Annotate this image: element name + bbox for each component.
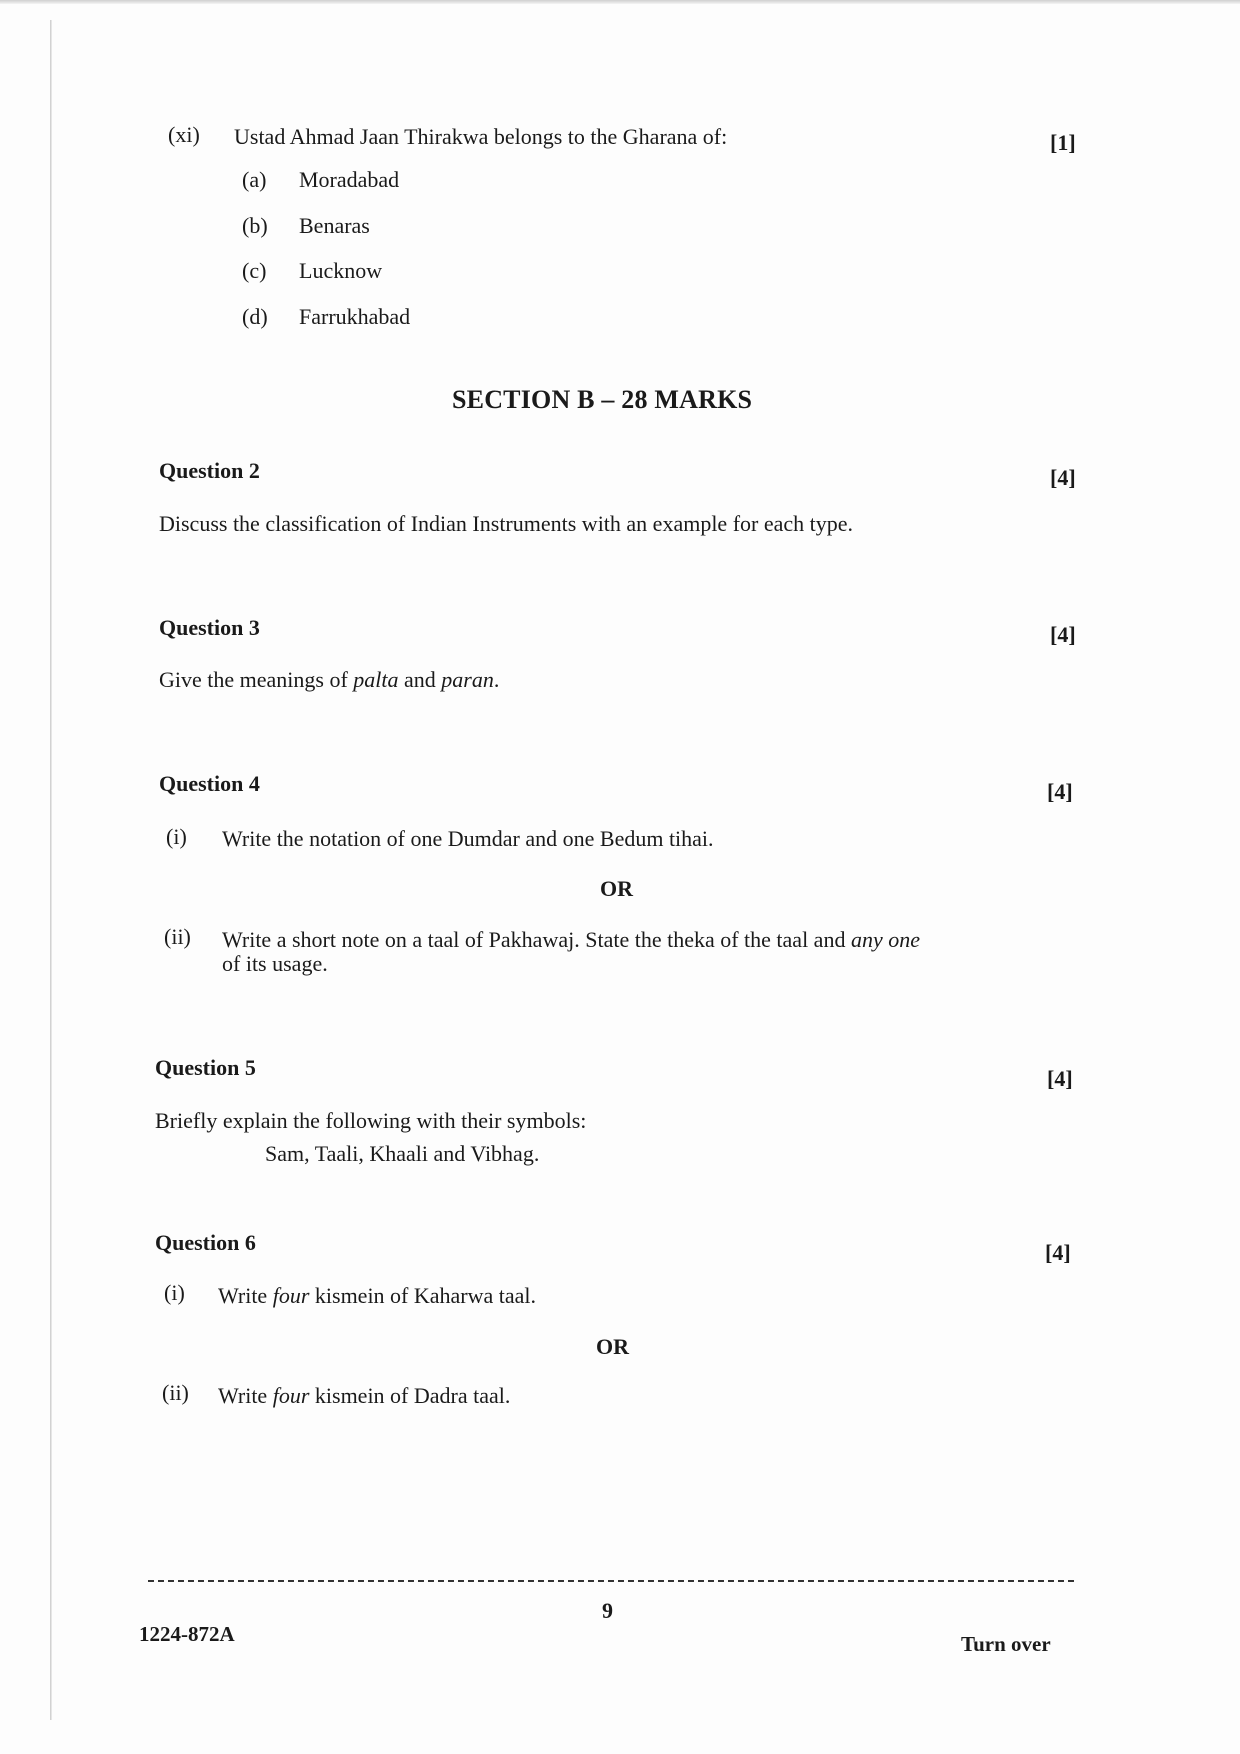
question-4-part-i-number: (i) (166, 824, 187, 849)
option-d-text: Farrukhabad (299, 304, 411, 329)
question-xi-text: Ustad Ahmad Jaan Thirakwa belongs to the Gharana of: (234, 124, 728, 149)
question-6-part-ii-number: (ii) (162, 1380, 189, 1405)
paper-code: 1224-872A (139, 1622, 235, 1646)
question-5-text: Briefly explain the following with their symbols: (155, 1108, 587, 1133)
question-3-text (159, 667, 499, 693)
question-6-or: OR (596, 1334, 629, 1359)
option-c-letter: (c) (242, 258, 267, 283)
question-6-part-i-after: kismein of Kaharwa taal. (309, 1283, 537, 1308)
option-c-text: Lucknow (299, 258, 383, 283)
footer-dashed-rule (148, 1580, 1074, 1582)
question-4-marks: [4] (1047, 779, 1073, 804)
turn-over-label: Turn over (961, 1632, 1051, 1656)
question-4-part-ii-line1 (222, 927, 920, 953)
question-4-part-i-text: Write the notation of one Dumdar and one Bedum tihai. (222, 826, 714, 851)
section-b-title: SECTION B – 28 MARKS (452, 385, 753, 414)
question-6-part-ii-text (218, 1383, 510, 1409)
emphasis-any-one: any one (850, 927, 920, 952)
option-b-letter: (b) (242, 213, 268, 238)
question-5-heading: Question 5 (155, 1055, 256, 1080)
term-palta: palta (353, 667, 399, 692)
question-4-part-ii-number: (ii) (164, 924, 191, 949)
question-6-part-ii-after: kismein of Dadra taal. (309, 1383, 511, 1408)
page-top-edge (0, 0, 1240, 4)
question-2-heading: Question 2 (159, 458, 260, 483)
question-6-heading: Question 6 (155, 1230, 256, 1255)
question-4-heading: Question 4 (159, 771, 260, 796)
page-number: 9 (602, 1598, 613, 1623)
term-paran: paran (441, 667, 494, 692)
question-3-marks: [4] (1050, 622, 1076, 647)
question-xi-number: (xi) (168, 122, 200, 147)
question-5-terms: Sam, Taali, Khaali and Vibhag. (265, 1141, 540, 1166)
question-3-text-mid: and (398, 667, 442, 692)
page-left-edge (50, 20, 52, 1720)
option-a-text: Moradabad (299, 167, 400, 192)
question-3-text-after: . (493, 667, 500, 692)
question-6-part-i-before: Write (218, 1283, 273, 1308)
question-6-part-i-text (218, 1283, 536, 1309)
question-6-part-ii-before: Write (218, 1383, 273, 1408)
question-2-marks: [4] (1050, 465, 1076, 490)
question-3-heading: Question 3 (159, 615, 260, 640)
question-3-text-before: Give the meanings of (159, 667, 354, 692)
question-4-part-ii-line1-text: Write a short note on a taal of Pakhawaj. State the theka of the taal and (222, 927, 851, 952)
question-6-marks: [4] (1045, 1240, 1071, 1265)
option-a-letter: (a) (242, 167, 267, 192)
question-xi-marks: [1] (1050, 130, 1076, 155)
option-b-text: Benaras (299, 213, 370, 238)
question-6-part-i-number: (i) (164, 1280, 185, 1305)
emphasis-four-dadra: four (272, 1383, 310, 1408)
option-d-letter: (d) (242, 304, 268, 329)
question-4-or: OR (600, 876, 633, 901)
emphasis-four-kaharwa: four (272, 1283, 310, 1308)
question-4-part-ii-line2: of its usage. (222, 951, 328, 976)
question-2-text: Discuss the classification of Indian Instruments with an example for each type. (159, 511, 854, 536)
question-5-marks: [4] (1047, 1066, 1073, 1091)
